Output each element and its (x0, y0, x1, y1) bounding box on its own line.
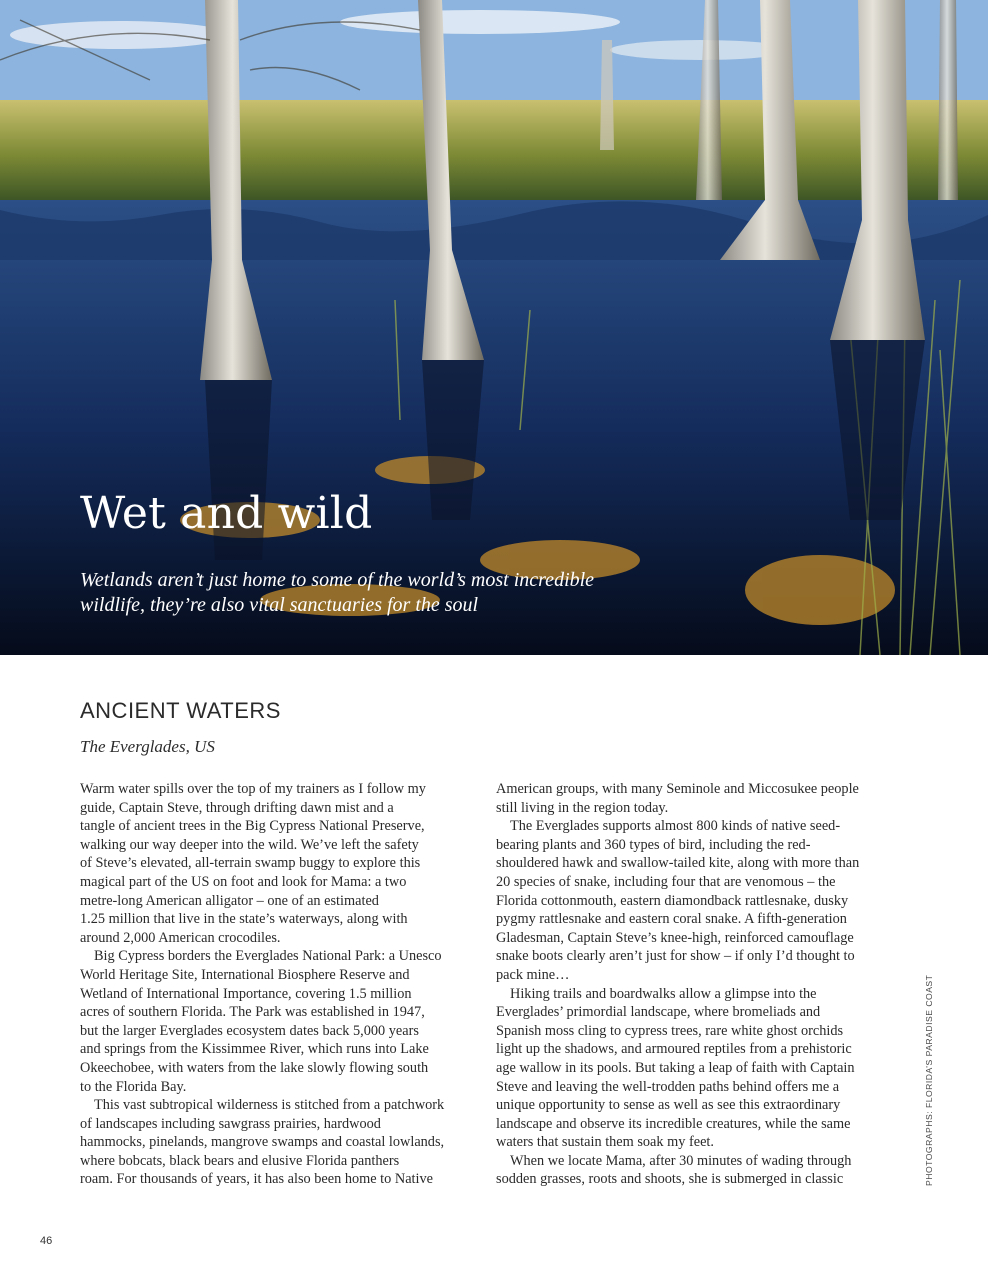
paragraph: Hiking trails and boardwalks allow a glimpse into the Everglades’ primordial landscape, where bromeliads and Spanish moss cling to cypress trees, rare white ghost orchids light up the shadows, and armoured reptiles from a prehistoric age wallow in its pools. But taking a leap of faith with Captain Steve and leaving the well-trodden paths behind offers me a unique opportunity to sense as well as see this extraordinary landscape and observe its incredible creatures, while the same waters that sustain them soak my feet. (496, 985, 855, 1151)
hero-standfirst: Wetlands aren’t just home to some of the world’s most incredible wildlife, they’re also vital sanctuaries for the soul (80, 569, 595, 616)
page-number: 46 (40, 1235, 53, 1247)
article-column-right (496, 780, 888, 1189)
hero-title: Wet and wild (80, 488, 373, 539)
paragraph: American groups, with many Seminole and Miccosukee people still living in the region today. (496, 781, 859, 816)
paragraph: This vast subtropical wilderness is stitched from a patchwork of landscapes including sawgrass prairies, hardwood hammocks, pinelands, mangrove swamps and coastal lowlands, where bobcats, black bears and elusive Florida panthers roam. For thousands of years, it has also been home to Native (80, 1097, 445, 1188)
paragraph: Warm water spills over the top of my trainers as I follow my guide, Captain Steve, through drifting dawn mist and a tangle of ancient trees in the Big Cypress National Preserve, walking our way deeper into the wild. We’ve left the safety of Steve’s elevated, all-terrain swamp buggy to explore this magical part of the US on foot and look for Mama: a two metre-long American alligator – one of an estimated 1.25 million that live in the state’s waterways, along with around 2,000 American crocodiles. (80, 781, 426, 946)
article-column-left (80, 780, 472, 1189)
paragraph: When we locate Mama, after 30 minutes of wading through sodden grasses, roots and shoots, she is submerged in classic (496, 1152, 852, 1188)
location-subheading: The Everglades, US (80, 737, 215, 756)
section-heading: ANCIENT WATERS (80, 698, 281, 723)
photo-credit: PHOTOGRAPHS: FLORIDA’S PARADISE COAST (924, 974, 934, 1186)
paragraph: The Everglades supports almost 800 kinds of native seed- bearing plants and 360 types of bird, including the red- shouldered hawk and swallow-tailed kite, along with more than 20 species of snake, including four that are venomous – the Florida cottonmouth, eastern diamondback rattlesnake, dusky pygmy rattlesnake and eastern coral snake. A fifth-generation Gladesman, Captain Steve’s knee-high, reinforced camouflage snake boots clearly aren’t just for show – if only I’d thought to pack mine… (496, 818, 860, 983)
paragraph: Big Cypress borders the Everglades National Park: a Unesco World Heritage Site, International Biosphere Reserve and Wetland of International Importance, covering 1.5 million acres of southern Florida. The Park was established in 1947, but the larger Everglades ecosystem dates back 5,000 years and springs from the Kissimmee River, which runs into Lake Okeechobee, with waters from the lake slowly flowing south to the Florida Bay. (80, 948, 442, 1095)
